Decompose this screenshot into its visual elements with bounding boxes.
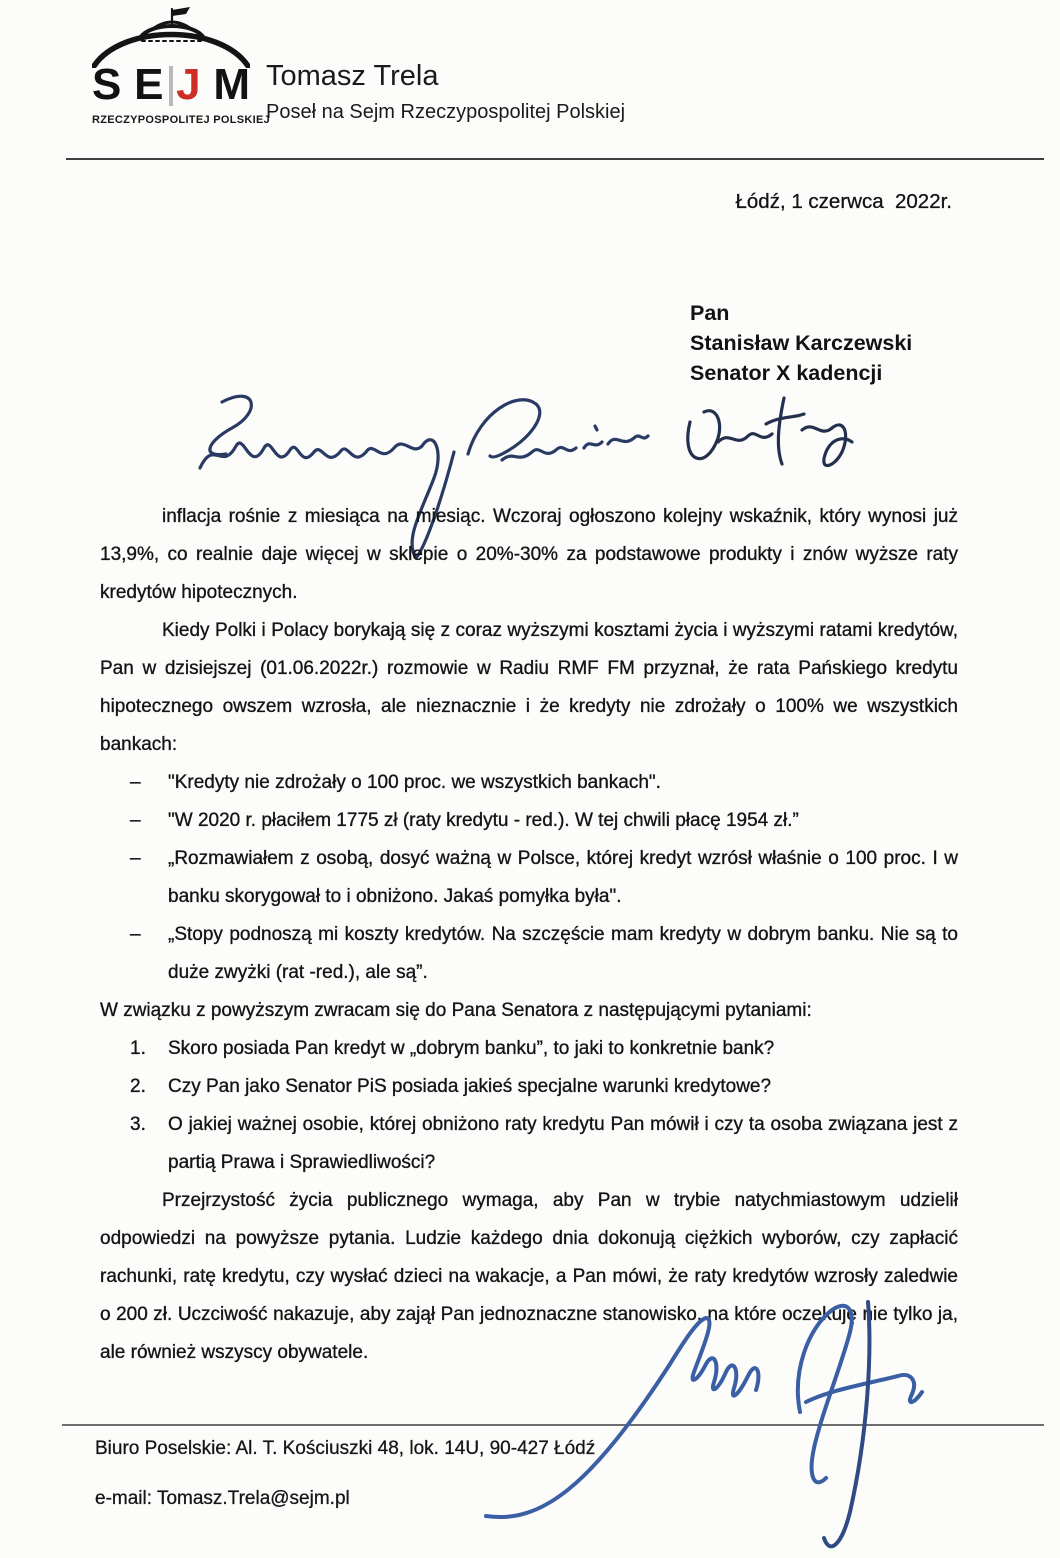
recipient-title: Senator X kadencji — [690, 361, 883, 385]
sender-block — [266, 60, 625, 124]
logo-letter-m: M — [213, 60, 250, 109]
recipient-name: Stanisław Karczewski — [690, 331, 913, 355]
header-divider — [66, 158, 1044, 160]
quote-bullet — [100, 764, 958, 802]
quote-text: "W 2020 r. płaciłem 1775 zł (raty kredytu - red.). W tej chwili płacę 1954 zł.” — [168, 810, 799, 831]
quote-text: „Stopy podnoszą mi koszty kredytów. Na szczęście mam kredyty w dobrym banku. Nie są to duże zwyżki (rat -red.), ale są”. — [168, 924, 958, 983]
sejm-logo-subtitle: RZECZYPOSPOLITEJ POLSKIEJ — [92, 114, 271, 126]
sender-name: Tomasz Trela — [266, 60, 439, 92]
email-line: e-mail: Tomasz.Trela@sejm.pl — [95, 1488, 350, 1509]
bullet-dash: – — [130, 810, 141, 831]
question-text: O jakiej ważnej osobie, której obniżono raty kredytu Pan mówił i czy ta osoba związana jest z partią Prawa i Sprawiedliwości? — [168, 1114, 958, 1173]
question-number: 2. — [130, 1076, 146, 1097]
letterhead — [92, 6, 625, 126]
paragraph-closing: Przejrzystość życia publicznego wymaga, aby Pan w trybie natychmiastowym udzielił odpowiedzi na powyższe pytania. Ludzie każdego dnia dokonują ciężkich wyborów, czy zapłacić rachunki, ratę kredytu, czy wysłać dzieci na wakacje, a Pan mówi, że raty kredytów wzrosły zaledwie o 200 zł. Uczciwość nakazuje, aby zajął Pan jednoznaczne stanowisko, na które oczekuję nie tylko ja, ale również wszyscy obywatele. — [100, 1190, 958, 1363]
logo-letter-j: J — [176, 60, 201, 109]
question-text: Skoro posiada Pan kredyt w „dobrym banku”, to jaki to konkretnie bank? — [168, 1038, 775, 1059]
footer-divider — [62, 1424, 1044, 1426]
logo-letter-e: E — [134, 60, 164, 109]
question-item — [100, 1068, 958, 1106]
question-text: Czy Pan jako Senator PiS posiada jakieś specjalne warunki kredytowe? — [168, 1076, 772, 1097]
recipient-salutation: Pan — [690, 301, 730, 325]
paragraph-interview: Kiedy Polki i Polacy borykają się z coraz wyższymi kosztami życia i wyższymi ratami kredytów, Pan w dzisiejszej (01.06.2022r.) rozmowie w Radiu RMF FM przyznał, że rata Pańskiego kredytu hipotecznego owszem wzrosła, ale nieznacznie i że kredyty nie zdrożały o 100% we wszystkich bankach: — [100, 620, 958, 755]
quote-text: "Kredyty nie zdrożały o 100 proc. we wszystkich bankach". — [168, 772, 661, 793]
sender-role: Poseł na Sejm Rzeczypospolitej Polskiej — [266, 101, 626, 123]
dateline: Łódź, 1 czerwca 2022r. — [735, 190, 952, 213]
quote-bullet — [100, 840, 958, 916]
quote-bullet — [100, 802, 958, 840]
quote-bullet — [100, 916, 958, 992]
office-address: Biuro Poselskie: Al. T. Kościuszki 48, lok. 14U, 90-427 Łódź — [95, 1438, 596, 1459]
recipient-block — [690, 298, 912, 388]
question-number: 1. — [130, 1038, 146, 1059]
letter-body — [100, 498, 958, 1372]
paragraph-inflation: inflacja rośnie z miesiąca na miesiąc. Wczoraj ogłoszono kolejny wskaźnik, który wynosi już 13,9%, co realnie daje więcej w sklepie o 20%-30% za podstawowe produkty i znów wyższe raty kredytów hipotecznych. — [100, 506, 958, 603]
bullet-dash: – — [130, 924, 141, 945]
question-item — [100, 1030, 958, 1068]
question-number: 3. — [130, 1114, 146, 1135]
questions-lead: W związku z powyższym zwracam się do Pana Senatora z następującymi pytaniami: — [100, 1000, 812, 1021]
bullet-dash: – — [130, 848, 141, 869]
sejm-dome-icon — [92, 6, 250, 68]
sejm-logo — [92, 6, 271, 126]
logo-letter-s: S — [92, 60, 122, 109]
bullet-dash: – — [130, 772, 141, 793]
quote-text: „Rozmawiałem z osobą, dosyć ważną w Polsce, której kredyt wzrósł właśnie o 100 proc. I w banku skorygował to i obniżono. Jakaś pomyłka była". — [168, 848, 958, 907]
sejm-logo-letters — [92, 62, 250, 108]
question-item — [100, 1106, 958, 1182]
